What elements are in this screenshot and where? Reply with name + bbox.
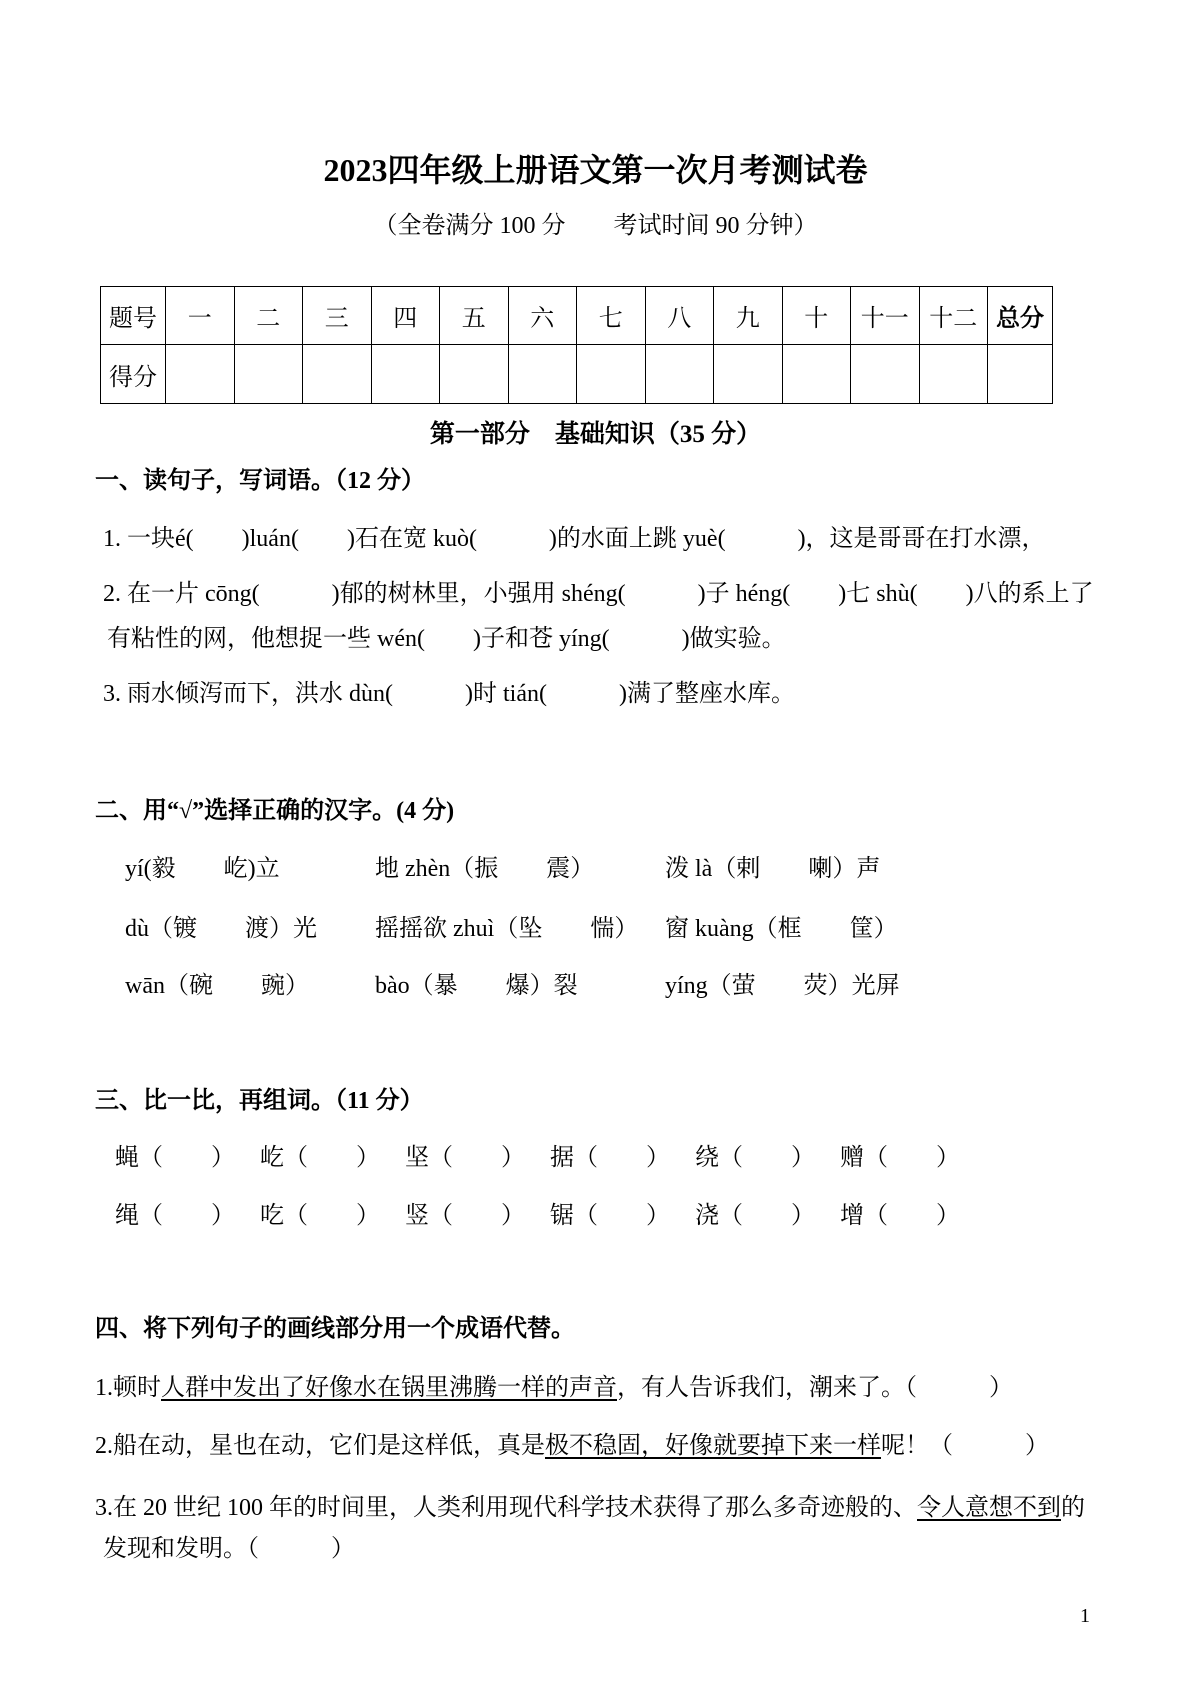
- word-blank: 赠（ ）: [840, 1145, 960, 1171]
- choice-item: bào（暴 爆）裂: [375, 973, 578, 999]
- word-blank: 吃（ ）: [260, 1203, 380, 1229]
- sentence-text: 2.船在动，星也在动，它们是这样低，真是: [95, 1433, 545, 1459]
- choice-item: 窗 kuàng（框 筐）: [665, 916, 898, 942]
- question4-sentence-2: [95, 1431, 1096, 1461]
- col-header-11: 十一: [851, 287, 920, 345]
- question2-row-1: [95, 854, 1096, 884]
- choice-item: 摇摇欲 zhuì（坠 惴）: [375, 916, 639, 942]
- question4-heading: 四、将下列句子的画线部分用一个成语代替。: [95, 1316, 575, 1342]
- col-header-12: 十二: [919, 287, 988, 345]
- sentence-text: 发现和发明。（ ）: [103, 1536, 355, 1562]
- score-cell: [234, 345, 303, 404]
- score-cell: [851, 345, 920, 404]
- question1-line-3: 3. 雨水倾泻而下，洪水 dùn( )时 tián( )满了整座水库。: [103, 681, 795, 707]
- word-blank: 屹（ ）: [260, 1145, 380, 1171]
- question1-line-1: 1. 一块é( )luán( )石在宽 kuò( )的水面上跳 yuè( )，这是哥哥在打水漂，: [103, 526, 1046, 552]
- col-header-4: 四: [371, 287, 440, 345]
- total-score-label: 总分: [988, 287, 1053, 345]
- exam-title: 2023四年级上册语文第一次月考测试卷: [323, 152, 868, 188]
- score-cell: [577, 345, 646, 404]
- score-cell: [440, 345, 509, 404]
- col-header-1: 一: [166, 287, 235, 345]
- col-header-2: 二: [234, 287, 303, 345]
- col-header-5: 五: [440, 287, 509, 345]
- underlined-phrase: 极不稳固，好像就要掉下来一样: [545, 1433, 881, 1459]
- underlined-phrase: 令人意想不到: [917, 1495, 1061, 1521]
- question3-heading: 三、比一比，再组词。（11 分）: [95, 1088, 424, 1114]
- choice-item: wān（碗 豌）: [125, 973, 309, 999]
- score-table: [100, 286, 1053, 404]
- question2-heading: 二、用“√”选择正确的汉字。(4 分): [95, 798, 455, 824]
- sentence-text: 的: [1061, 1495, 1085, 1521]
- choice-item: yíng（萤 荧）光屏: [665, 973, 900, 999]
- score-table-header-row: [101, 287, 1053, 345]
- word-blank: 竖（ ）: [405, 1203, 525, 1229]
- part1-heading: 第一部分 基础知识（35 分）: [429, 421, 762, 448]
- col-header-3: 三: [303, 287, 372, 345]
- word-blank: 蝇（ ）: [115, 1145, 235, 1171]
- sentence-text: 1.顿时: [95, 1375, 161, 1401]
- question2-row-3: [95, 971, 1096, 1001]
- col-header-8: 八: [645, 287, 714, 345]
- word-blank: 据（ ）: [550, 1145, 670, 1171]
- score-cell: [508, 345, 577, 404]
- choice-item: 地 zhèn（振 震）: [375, 856, 595, 882]
- score-table-score-row: [101, 345, 1053, 404]
- question4-sentence-3: [95, 1493, 1096, 1523]
- score-cell: [919, 345, 988, 404]
- score-cell: [782, 345, 851, 404]
- question1-line-2-continued: 有粘性的网，他想捉一些 wén( )子和苍 yíng( )做实验。: [107, 626, 786, 652]
- question3-row-2: [95, 1201, 1096, 1231]
- question-number-label: 题号: [101, 287, 166, 345]
- word-blank: 坚（ ）: [405, 1145, 525, 1171]
- choice-item: dù（镀 渡）光: [125, 916, 317, 942]
- col-header-7: 七: [577, 287, 646, 345]
- col-header-9: 九: [714, 287, 783, 345]
- word-blank: 浇（ ）: [695, 1203, 815, 1229]
- col-header-6: 六: [508, 287, 577, 345]
- score-cell: [371, 345, 440, 404]
- score-cell: [714, 345, 783, 404]
- question1-heading: 一、读句子，写词语。（12 分）: [95, 468, 425, 494]
- sentence-text: 呢！（ ）: [881, 1433, 1049, 1459]
- choice-item: 泼 là（剌 喇）声: [665, 856, 881, 882]
- underlined-phrase: 人群中发出了好像水在锅里沸腾一样的声音: [161, 1375, 617, 1401]
- score-cell: [166, 345, 235, 404]
- word-blank: 锯（ ）: [550, 1203, 670, 1229]
- choice-item: yí(毅 屹)立: [125, 856, 280, 882]
- question4-sentence-3-continued: [95, 1534, 1096, 1564]
- word-blank: 绕（ ）: [695, 1145, 815, 1171]
- sentence-text: ，有人告诉我们，潮来了。（ ）: [617, 1375, 1013, 1401]
- question3-row-1: [95, 1143, 1096, 1173]
- exam-subtitle: （全卷满分 100 分 考试时间 90 分钟）: [373, 213, 818, 239]
- page-number: 1: [1080, 1605, 1090, 1627]
- score-label: 得分: [101, 345, 166, 404]
- score-cell: [988, 345, 1053, 404]
- question4-sentence-1: [95, 1373, 1096, 1403]
- col-header-10: 十: [782, 287, 851, 345]
- score-cell: [645, 345, 714, 404]
- word-blank: 增（ ）: [840, 1203, 960, 1229]
- question2-row-2: [95, 914, 1096, 944]
- word-blank: 绳（ ）: [115, 1203, 235, 1229]
- score-cell: [303, 345, 372, 404]
- question1-line-2: 2. 在一片 cōng( )郁的树林里，小强用 shéng( )子 héng( )七 shù( )八的系上了: [103, 581, 1094, 607]
- sentence-text: 3.在 20 世纪 100 年的时间里，人类利用现代科学技术获得了那么多奇迹般的、: [95, 1495, 917, 1521]
